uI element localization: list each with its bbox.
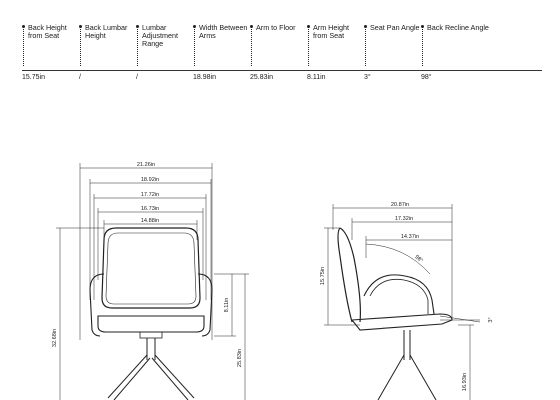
front-arm-height: 8.11in — [224, 297, 230, 313]
front-total-height: 32.68in — [52, 328, 58, 348]
spec-header: Back Lumbar Height — [79, 24, 136, 70]
spec-value: 18.98in — [193, 74, 216, 81]
spec-header: Back Height from Seat — [22, 24, 79, 70]
spec-value: / — [79, 74, 81, 81]
front-height-dimensions — [56, 228, 249, 400]
front-arm-floor: 25.83in — [237, 348, 243, 368]
front-width-4: 16.73in — [140, 206, 160, 212]
side-recline-angle: 98° — [413, 254, 424, 265]
side-depth-1: 20.87in — [390, 202, 410, 208]
spec-value: 3° — [364, 74, 371, 81]
spec-value: 25.83in — [250, 74, 273, 81]
spec-value: / — [136, 74, 138, 81]
spec-value: 8.11in — [307, 74, 326, 81]
side-seat-height: 16.93in — [462, 372, 468, 392]
front-view — [56, 163, 249, 400]
spec-value: 98° — [421, 74, 432, 81]
side-seat-angle: 3° — [488, 317, 494, 323]
spec-header: Arm Height from Seat — [307, 24, 364, 70]
spec-value: 15.75in — [22, 74, 45, 81]
front-width-1: 21.26in — [136, 162, 156, 168]
spec-header: Back Recline Angle — [421, 24, 536, 70]
spec-header: Lumbar Adjustment Range — [136, 24, 193, 70]
front-width-dimensions — [80, 163, 212, 340]
spec-header: Seat Pan Angle — [364, 24, 421, 70]
front-width-3: 17.72in — [140, 192, 160, 198]
side-depth-2: 17.32in — [394, 216, 414, 222]
spec-header: Width Between Arms — [193, 24, 250, 70]
front-width-2: 18.92in — [140, 177, 160, 183]
side-back-height: 15.75in — [320, 266, 326, 286]
side-depth-3: 14.37in — [400, 234, 420, 240]
front-width-5: 14.88in — [140, 218, 160, 224]
spec-header: Arm to Floor — [250, 24, 307, 70]
